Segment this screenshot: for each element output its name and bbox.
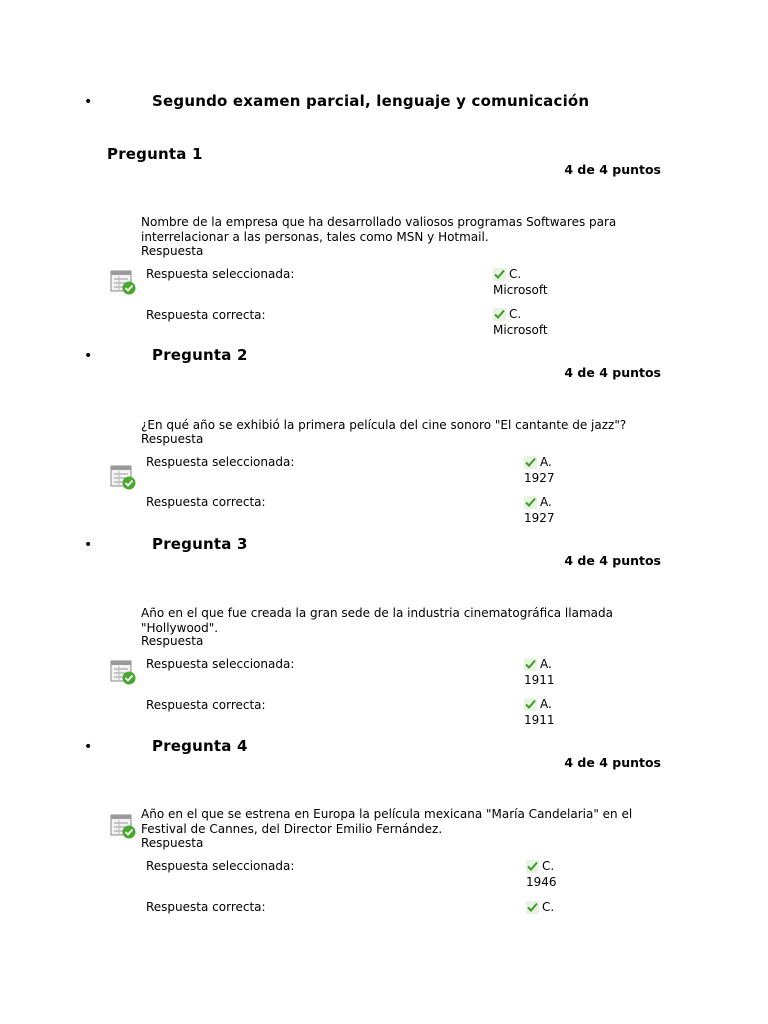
question-2-response-label: Respuesta [141,432,204,446]
answer-value: Microsoft [493,323,548,337]
question-4-heading: Pregunta 4 [152,737,248,755]
question-2-selected-answer [524,454,614,486]
checkmark-icon [524,456,537,469]
question-3-selected-answer [524,656,614,688]
question-1-response-label: Respuesta [141,244,204,258]
bullet: • [84,94,93,110]
answer-value: 1927 [524,471,555,485]
answer-letter: C. [509,307,522,321]
checkmark-icon [493,268,506,281]
correct-status-icon [110,269,136,295]
document-title: Segundo examen parcial, lenguaje y comunicación [152,92,590,110]
question-1-correct-answer [493,306,583,338]
answer-letter: A. [540,455,552,469]
question-3-selected-label: Respuesta seleccionada: [146,657,295,671]
answer-letter: C. [509,267,522,281]
answer-value: 1911 [524,673,555,687]
question-4-points: 4 de 4 puntos [564,755,661,770]
bullet: • [84,348,93,364]
question-4-selected-answer [526,858,616,890]
question-4-correct-label: Respuesta correcta: [146,900,266,914]
question-4-selected-label: Respuesta seleccionada: [146,859,295,873]
checkmark-icon [526,901,539,914]
question-2-points: 4 de 4 puntos [564,365,661,380]
correct-status-icon [110,659,136,685]
question-4-response-label: Respuesta [141,836,204,850]
answer-value: 1911 [524,713,555,727]
question-4-correct-answer [526,899,616,915]
answer-letter: A. [540,657,552,671]
question-1-selected-label: Respuesta seleccionada: [146,267,295,281]
question-3-text: Año en el que fue creada la gran sede de la industria cinematográfica llamada "Hollywood". [141,606,613,635]
question-1-points: 4 de 4 puntos [564,162,661,177]
checkmark-icon [524,658,537,671]
checkmark-icon [524,698,537,711]
answer-letter: A. [540,697,552,711]
answer-letter: C. [542,859,555,873]
checkmark-icon [526,860,539,873]
answer-value: 1946 [526,875,557,889]
correct-status-icon [110,464,136,490]
answer-letter: A. [540,495,552,509]
bullet: • [84,537,93,553]
question-2-correct-label: Respuesta correcta: [146,495,266,509]
question-1-correct-label: Respuesta correcta: [146,308,266,322]
question-2-correct-answer [524,494,614,526]
correct-status-icon [110,813,136,839]
checkmark-icon [493,308,506,321]
question-3-correct-answer [524,696,614,728]
question-3-points: 4 de 4 puntos [564,553,661,568]
question-1-selected-answer [493,266,583,298]
question-2-heading: Pregunta 2 [152,346,248,364]
question-3-correct-label: Respuesta correcta: [146,698,266,712]
answer-value: Microsoft [493,283,548,297]
checkmark-icon [524,496,537,509]
question-3-heading: Pregunta 3 [152,535,248,553]
question-4-text: Año en el que se estrena en Europa la película mexicana "María Candelaria" en el Festival de Cannes, del Director Emilio Fernández. [141,807,633,836]
question-1-text: Nombre de la empresa que ha desarrollado valiosos programas Softwares para interrelacionar a las personas, tales como MSN y Hotmail. [141,215,617,244]
question-1-heading: Pregunta 1 [107,145,203,163]
question-2-text: ¿En qué año se exhibió la primera película del cine sonoro "El cantante de jazz"? [141,418,627,432]
bullet: • [84,739,93,755]
question-3-response-label: Respuesta [141,634,204,648]
answer-value: 1927 [524,511,555,525]
answer-letter: C. [542,900,555,914]
question-2-selected-label: Respuesta seleccionada: [146,455,295,469]
